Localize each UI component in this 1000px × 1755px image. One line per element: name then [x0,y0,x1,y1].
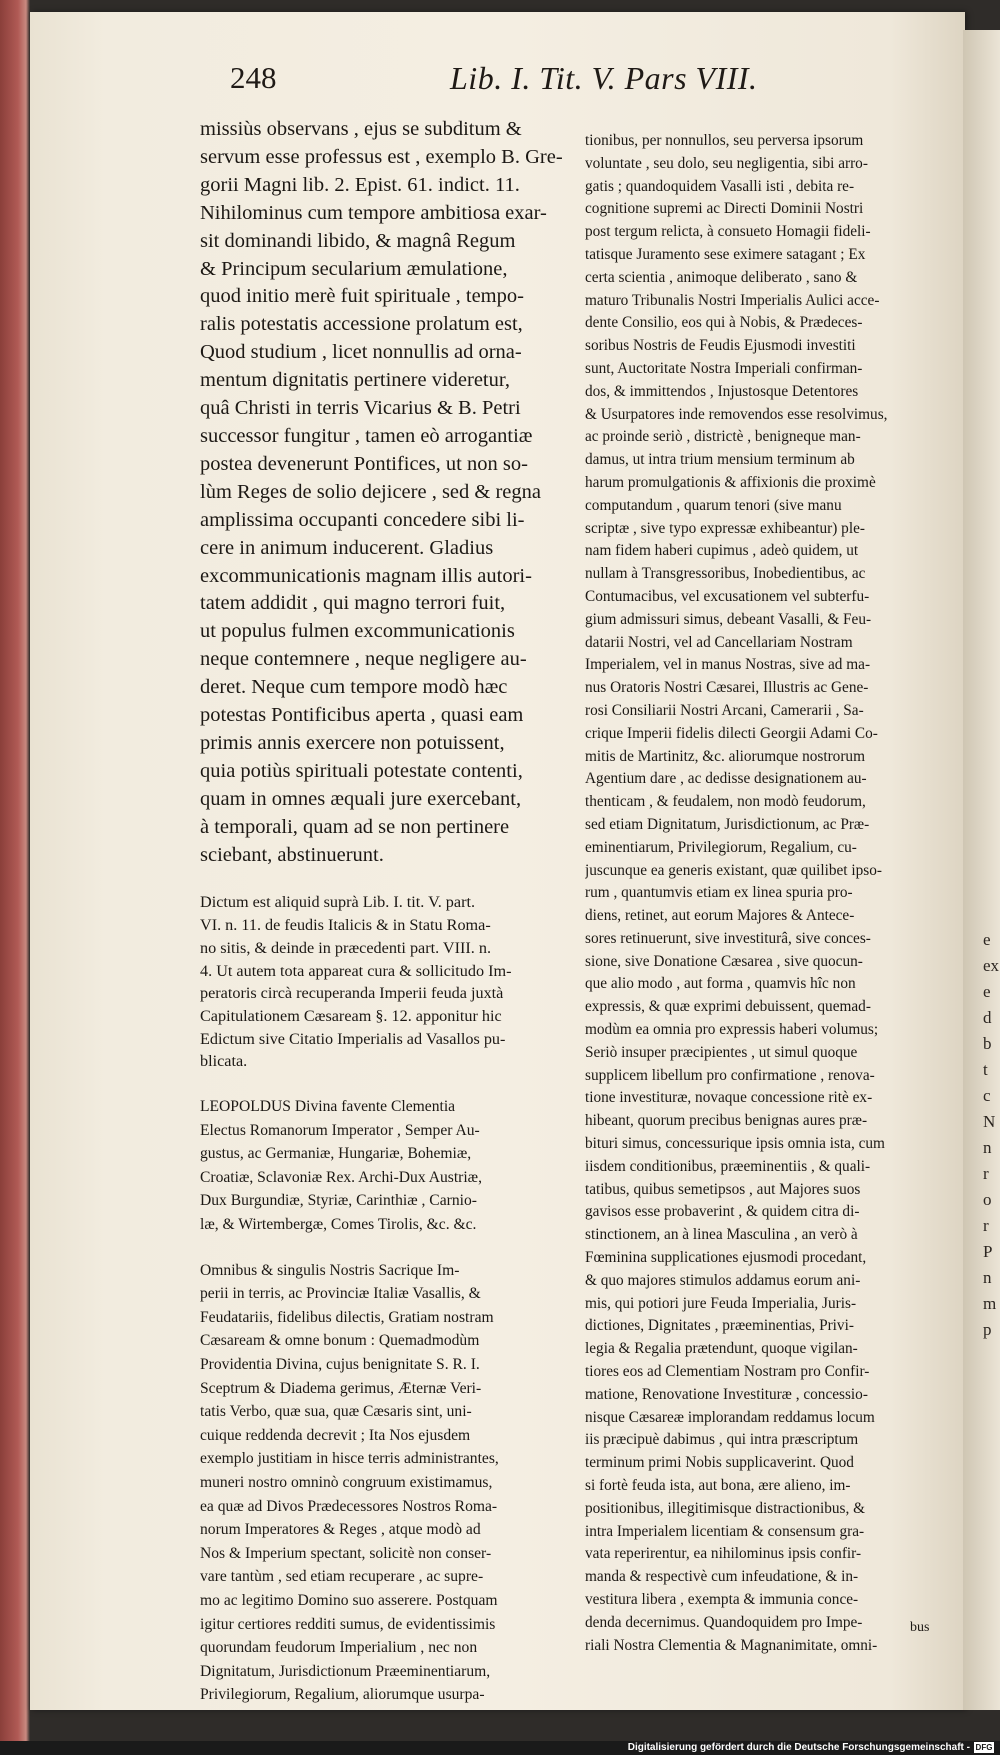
text-line: no sitis, & deinde in præcedenti part. VIII. n. [200,938,492,957]
text-line: neque contemnere , neque negligere au- [200,648,527,671]
text-line: supplicem libellum pro confirmatione , renova- [585,1066,875,1084]
text-line: dictiones, Dignitates , præeminentias, Privi- [585,1317,854,1335]
text-line: post tergum relicta, à consueto Homagii fideli- [585,223,871,241]
text-line: tione investituræ, novaque concessione ritè ex- [585,1089,873,1107]
funding-credit: Digitalisierung gefördert durch die Deutsche Forschungsgemeinschaft - [627,1742,970,1753]
text-line: sed etiam Dignitatum, Jurisdictionum, ac Præ- [585,815,870,833]
text-line: gatis ; quandoquidem Vasalli isti , debita re- [585,177,855,195]
text-line: gium admissuri simus, debeant Vasalli, & Feu- [585,610,872,628]
text-line: LEOPOLDUS Divina favente Clementia [200,1098,456,1116]
text-line: tatem addidit , qui magno terrori fuit, [200,592,506,615]
text-line: modùm ea omnia pro expressis haberi volumus; [585,1021,879,1039]
edge-letter: d [983,1008,992,1027]
text-line: nus Oratoris Nostri Cæsarei, Illustris ac Gene- [585,679,869,697]
edge-letter: o [983,1190,992,1209]
text-line: lùm Reges de solio dejicere , sed & regna [200,480,541,503]
paragraph-reference-note [200,891,595,1073]
edge-letter: c [983,1086,991,1105]
adjacent-page-edge [963,30,1000,1710]
text-line: mo ac legitimo Domino suo asserere. Postquam [200,1591,498,1609]
text-line: successor fungitur , tamen eò arrogantiæ [200,424,533,447]
text-line: Providentia Divina, cujus benignitate S. R. I. [200,1356,480,1374]
text-line: Dux Burgundiæ, Styriæ, Carinthiæ , Carnio- [200,1192,477,1210]
text-line: legia & Regalia prætendunt, quoque vigilan- [585,1340,858,1358]
text-line: & quo majores stimulos addamus eorum ani- [585,1271,861,1289]
text-line: Dictum est aliquid suprà Lib. I. tit. V. part. [200,893,476,912]
text-line: terminum primi Nobis supplicaverint. Quod [585,1454,854,1472]
text-line: Nos & Imperium spectant, solicitè non conser- [200,1544,492,1562]
edge-letter: m [983,1294,997,1313]
text-line: eminentiarum, Privilegiorum, Regalium, cu- [585,838,857,856]
text-line: denda decernimus. Quandoquidem pro Impe- [585,1613,863,1631]
text-line: rosi Consiliarii Nostri Arcani, Camerarii , Sa- [585,701,864,719]
text-line: dos, & immittendos , Injustosque Detentores [585,382,859,400]
text-line: gustus, ac Germaniæ, Hungariæ, Bohemiæ, [200,1145,472,1163]
text-line: postea devenerunt Pontifices, ut non so- [200,452,528,475]
text-line: mitis de Martinitz, &c. aliorumque nostrorum [585,747,865,765]
text-line: tatisque Juramento sese eximere satagant ; Ex [585,245,866,263]
text-line: sione, sive Donatione Cæsarea , sive quocun- [585,952,863,970]
text-line: certa scientia , animoque deliberato , sano & [585,268,858,286]
text-line: Electus Romanorum Imperator , Semper Au- [200,1121,480,1139]
edge-letter: n [983,1268,992,1287]
edge-letter: r [983,1216,989,1235]
text-line: computandum , quarum tenori (sive manu [585,496,842,514]
text-line: amplissima occupanti concedere sibi li- [200,508,525,531]
text-line: stinctionem, an à linea Masculina , an verò à [585,1226,858,1244]
text-line: dente Consilio, eos qui à Nobis, & Prædeces- [585,314,863,332]
text-line: 4. Ut autem tota appareat cura & sollicitudo Im- [200,961,512,980]
text-line: thenticam , & feudalem, non modò feudorum, [585,793,866,811]
running-head: Lib. I. Tit. V. Pars VIII. [450,60,758,96]
text-line: & Usurpatores inde removendos esse resolvimus, [585,405,888,423]
text-line: si fortè feuda ista, aut bona, ære alieno, im- [585,1477,851,1495]
text-line: cuique reddenda decrevit ; Ita Nos ejusdem [200,1426,471,1444]
text-line: quâ Christi in terris Vicarius & B. Petri [200,397,521,420]
text-line: nisque Cæsareæ implorandam reddamus locum [585,1408,875,1426]
text-line: igitur certiores redditi sumus, de evidentissimis [200,1615,496,1633]
text-line: Imperialem, vel in manus Nostras, sive ad ma- [585,656,871,674]
text-line: ac proinde seriò , districtè , benigneque man- [585,428,861,446]
text-line: iis præcipuè dabimus , qui intra præscriptum [585,1431,859,1449]
text-line: cere in animum inducerent. Gladius [200,536,494,559]
text-line: ralis potestatis accessione prolatum est, [200,313,523,336]
text-line: nullam à Transgressoribus, Inobedientibus, ac [585,565,866,583]
text-line: cognitione supremi ac Directi Dominii Nostri [585,200,864,218]
text-line: servum esse professus est , exemplo B. Gre- [200,145,563,168]
text-line: excommunicationis magnam illis autori- [200,564,532,587]
text-line: nam fidem haberi cupimus , adeò quidem, ut [585,542,859,560]
edge-letter: P [983,1242,993,1261]
page-number: 248 [230,60,277,95]
text-line: Fœminina supplicationes ejusmodi procedant, [585,1249,867,1267]
text-line: potestas Pontificibus aperta , quasi eam [200,704,524,727]
dfg-logo: DFG [975,1743,993,1752]
text-line: vata reperirentur, ea nihilominus ipsis confir- [585,1545,862,1563]
text-line: matione, Renovatione Investituræ , concessio- [585,1385,868,1403]
text-line: quia potiùs spirituali potestate contenti, [200,759,523,782]
text-line: voluntate , seu dolo, seu negligentia, sibi arro- [585,154,868,172]
text-line: & Principum secularium æmulatione, [200,257,508,280]
edge-letter: e [983,930,991,949]
text-line: ea quæ ad Divos Prædecessores Nostros Roma- [200,1497,498,1515]
text-line: gavisos esse probaverint , & quidem citra di- [585,1203,860,1221]
text-line: vare tantùm , sed etiam recuperare , ac supre- [200,1568,484,1586]
text-line: gorii Magni lib. 2. Epist. 61. indict. 11. [200,173,520,196]
text-line: quam in omnes æquali jure exercebant, [200,787,522,810]
paragraph-commentary [200,116,595,869]
text-line: intra Imperialem licentiam & consensum gra- [585,1522,865,1540]
text-line: peratoris circà recuperanda Imperii feuda juxtà [200,984,504,1003]
edge-letter: e [983,982,991,1001]
text-line: Capitulationem Cæsaream §. 12. apponitur hic [200,1006,502,1025]
text-line: quod initio merè fuit spirituale , tempo- [200,285,524,308]
paragraph-edict-opening [200,1259,595,1707]
text-line: datarii Nostri, vel ad Cancellariam Nostram [585,633,853,651]
right-text-column [585,130,945,1657]
text-line: tiores eos ad Clementiam Nostram pro Confir- [585,1363,870,1381]
text-line: Contumacibus, vel excusationem vel subterfu- [585,587,870,605]
edge-letter: N [983,1112,996,1131]
text-line: sunt, Auctoritate Nostra Imperiali confirman- [585,359,863,377]
text-line: Seriò insuper præcipientes , ut simul quoque [585,1043,858,1061]
text-line: riali Nostra Clementia & Magnanimitate, omni- [585,1636,878,1654]
text-line: mentum dignitatis pertinere videretur, [200,369,511,392]
text-line: VI. n. 11. de feudis Italicis & in Statu Roma- [200,916,491,935]
text-line: Feudatariis, fidelibus dilectis, Gratiam nostram [200,1308,494,1326]
paragraph-edict-continuation [585,130,945,1657]
edge-letter: b [983,1034,992,1053]
text-line: iisdem conditionibus, præeminentiis , & quali- [585,1157,871,1175]
text-line: tatibus, quibus semetipsos , aut Majores suos [585,1180,861,1198]
edge-letter: p [983,1320,992,1339]
text-line: vestitura libera , exempta & immunia conce- [585,1591,859,1608]
text-line: exemplo justitiam in hisce terris administrantes, [200,1450,499,1468]
text-line: tionibus, per nonnullos, seu perversa ipsorum [585,132,864,149]
text-line: bituri simus, concessurique ipsis omnia ista, cum [585,1135,885,1153]
text-line: mis, qui potiori jure Feuda Imperialia, Juris- [585,1294,857,1312]
left-text-column [200,116,595,1707]
text-line: rum , quantumvis etiam ex linea spuria pro- [585,884,853,902]
page-header [30,60,965,110]
text-line: Omnibus & singulis Nostris Sacrique Im- [200,1261,460,1279]
text-line: à temporali, quam ad se non pertinere [200,815,510,838]
text-line: tatis Verbo, quæ sua, quæ Cæsaris sint, uni- [200,1403,472,1421]
text-line: Nihilominus cum tempore ambitiosa exar- [200,201,547,224]
text-line: ut populus fulmen excommunicationis [200,620,515,643]
text-line: Croatiæ, Sclavoniæ Rex. Archi-Dux Austriæ, [200,1168,482,1186]
text-line: harum promulgationis & affixionis die proximè [585,473,876,491]
text-line: Dignitatum, Jurisdictionum Præeminentiarum, [200,1662,491,1680]
text-line: hibeant, quorum precibus benignas aures præ- [585,1112,868,1130]
edge-letter: t [983,1060,988,1079]
text-line: Agentium dare , ac dedisse designationem au- [585,770,867,788]
text-line: Edictum sive Citatio Imperialis ad Vasallos pu- [200,1029,506,1048]
text-line: sores retinuerunt, sive investiturâ, sive conces- [585,929,871,947]
text-line: missiùs observans , ejus se subditum & [200,118,522,140]
document-page [30,12,965,1710]
text-line: norum Imperatores & Reges , atque modò ad [200,1521,481,1539]
text-line: Privilegiorum, Regalium, aliorumque usurpa- [200,1686,485,1704]
paragraph-imperial-title [200,1095,595,1237]
text-line: perii in terris, ac Provinciæ Italiæ Vasallis, & [200,1285,481,1303]
edge-letter: ex [983,956,1000,975]
text-line: que alio modo , aut forma , quamvis hîc non [585,975,856,993]
edge-letter: n [983,1138,992,1157]
text-line: scriptæ , sive typo expressæ exhibeantur) ple- [585,519,865,537]
text-line: Sceptrum & Diadema gerimus, Æternæ Veri- [200,1379,482,1397]
text-line: Cæsaream & omne bonum : Quemadmodùm [200,1332,480,1350]
text-line: quorundam feudorum Imperialium , nec non [200,1639,478,1657]
text-line: sit dominandi libido, & magnâ Regum [200,229,516,252]
text-line: muneri nostro omninò congruum existimamus, [200,1474,493,1491]
text-line: expressis, & quæ exprimi debuissent, quemad- [585,998,871,1016]
text-line: crique Imperii fidelis dilecti Georgii Adami Co- [585,724,878,742]
text-line: juscunque ea generis existant, quæ quilibet ipso- [585,861,882,879]
text-line: læ, & Wirtembergæ, Comes Tirolis, &c. &c. [200,1216,477,1234]
catchword: bus [910,1620,930,1635]
text-line: positionibus, illegitimisque distractionibus, & [585,1499,866,1517]
text-line: deret. Neque cum tempore modò hæc [200,676,508,699]
text-line: blicata. [200,1052,248,1071]
text-line: primis annis exercere non potuissent, [200,731,505,754]
text-line: Quod studium , licet nonnullis ad orna- [200,341,522,364]
text-line: soribus Nostris de Feudis Ejusmodi investiti [585,337,856,355]
text-line: maturo Tribunalis Nostri Imperialis Aulici acce- [585,291,880,309]
text-line: damus, ut intra trium mensium terminum ab [585,451,855,469]
edge-letter: r [983,1164,989,1183]
text-line: manda & respectivè cum infeudatione, & in- [585,1568,859,1586]
text-line: sciebant, abstinuerunt. [200,843,384,866]
text-line: diens, retinet, aut eorum Majores & Antece- [585,907,855,925]
